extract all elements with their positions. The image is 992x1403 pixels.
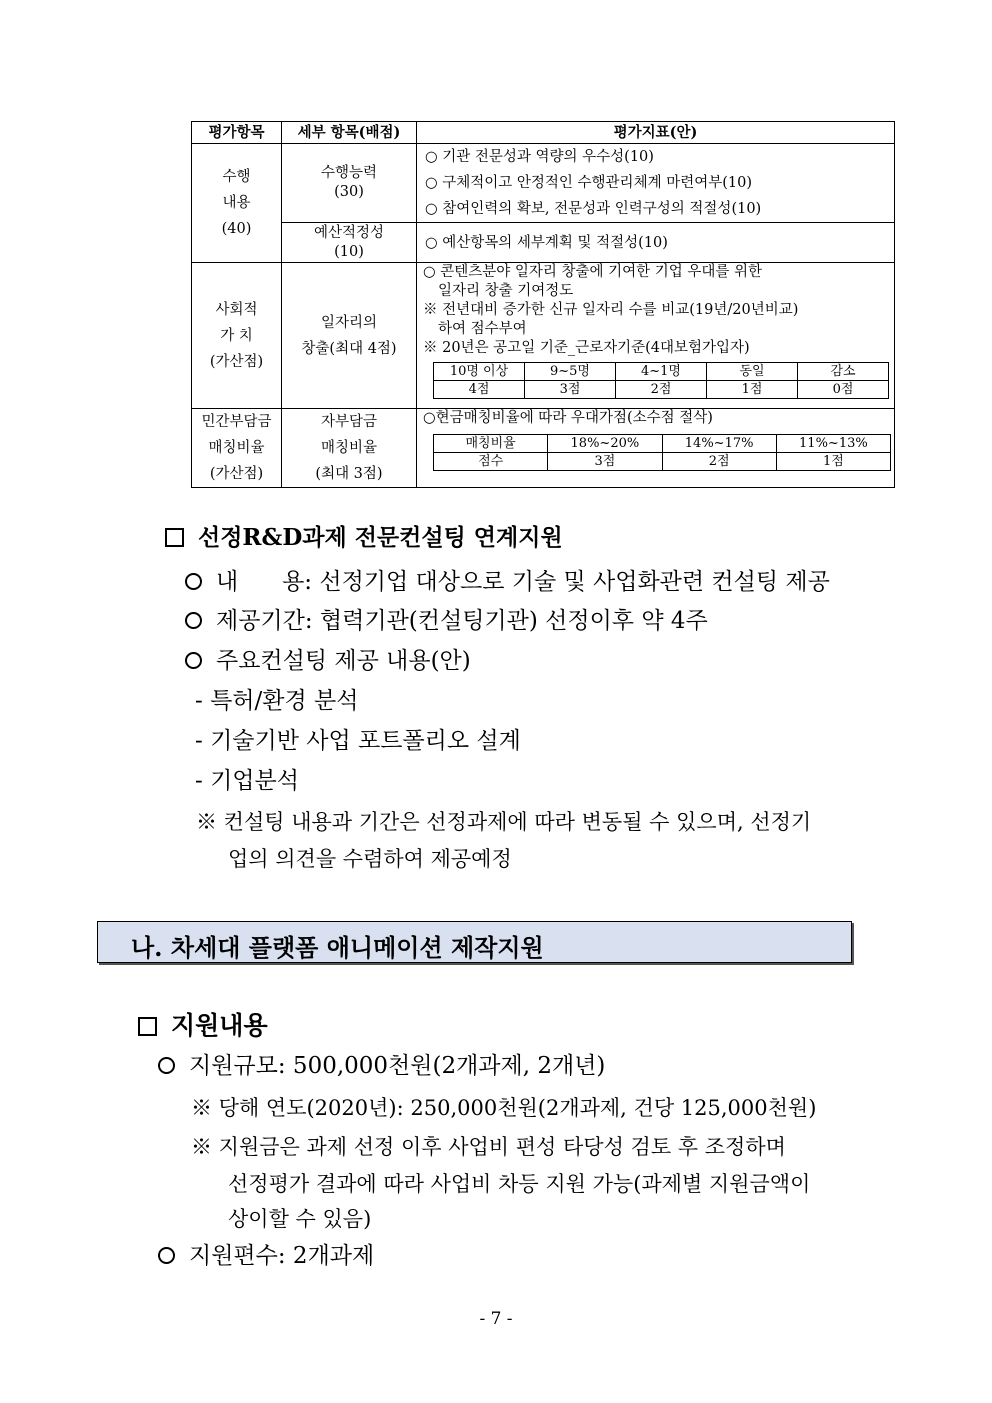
grid-cell: 4점: [434, 381, 525, 399]
sub-item-cell: 자부담금 매칭비율 (최대 3점): [282, 409, 417, 488]
header-cell: 평가항목: [192, 122, 282, 144]
table-row: [192, 409, 895, 488]
indicator-cell: ○ 콘텐츠분야 일자리 창출에 기여한 기업 우대를 위한 일자리 창출 기여정도 ※ 전년대비 증가한 신규 일자리 수를 비교(19년/20년비교) 하여 점수부여 ※ 20년은 공고일 기준_근로자기준(4대보험가입자) 10명 이상 9~5명 4~1명 동일 감소 4점 3점 2점 1점 0점: [417, 263, 895, 409]
grid-cell: 10명 이상: [434, 363, 525, 381]
evaluation-table: [191, 121, 895, 488]
consult-main: 주요컨설팅 제공 내용(안): [185, 647, 471, 675]
circle-bullet-icon: [158, 1057, 175, 1074]
grid-cell: 감소: [798, 363, 889, 381]
category-cell: 수행 내용 (40): [192, 144, 282, 263]
job-score-grid: [433, 362, 889, 399]
sub-item-cell: 예산적정성 (10): [282, 223, 417, 263]
matching-score-grid: [433, 434, 891, 471]
circle-bullet-icon: [185, 652, 202, 669]
circle-bullet-icon: [158, 1247, 175, 1264]
support-note: ※ 지원금은 과제 선정 이후 사업비 편성 타당성 검토 후 조정하며: [191, 1135, 786, 1159]
grid-cell: 1점: [707, 381, 798, 399]
table-header-row: [192, 122, 895, 144]
grid-cell: 0점: [798, 381, 889, 399]
circle-bullet-icon: [185, 612, 202, 629]
grid-cell: 매칭비율: [434, 435, 548, 453]
list-item: - 기업분석: [195, 768, 299, 794]
list-item: - 특허/환경 분석: [195, 688, 359, 714]
header-cell: 세부 항목(배점): [282, 122, 417, 144]
category-cell: 사회적 가 치 (가산점): [192, 263, 282, 409]
support-note: ※ 당해 연도(2020년): 250,000천원(2개과제, 건당 125,000천원): [191, 1096, 817, 1120]
checkbox-square-icon: [165, 528, 184, 547]
table-row: [192, 144, 895, 223]
consult-note: ※ 컨설팅 내용과 기간은 선정과제에 따라 변동될 수 있으며, 선정기: [196, 810, 812, 834]
support-scale: 지원규모: 500,000천원(2개과제, 2개년): [158, 1052, 605, 1080]
page-number: - 7 -: [479, 1309, 513, 1329]
section-title: 나. 차세대 플랫폼 애니메이션 제작지원: [131, 933, 544, 962]
grid-cell: 4~1명: [616, 363, 707, 381]
indicator-cell: ○ 기관 전문성과 역량의 우수성(10) ○ 구체적이고 안정적인 수행관리체계 마련여부(10) ○ 참여인력의 확보, 전문성과 인력구성의 적절성(10): [417, 144, 895, 223]
table-row: [192, 263, 895, 409]
sub-item-cell: 일자리의 창출(최대 4점): [282, 263, 417, 409]
consult-heading: 선정R&D과제 전문컨설팅 연계지원: [165, 524, 563, 552]
grid-cell: 18%~20%: [548, 435, 662, 453]
consult-period: 제공기간: 협력기관(컨설팅기관) 선정이후 약 4주: [185, 607, 708, 635]
consult-content: 내 용: 선정기업 대상으로 기술 및 사업화관련 컨설팅 제공: [185, 568, 830, 596]
grid-cell: 9~5명: [525, 363, 616, 381]
support-count: 지원편수: 2개과제: [158, 1242, 374, 1270]
header-cell: 평가지표(안): [417, 122, 895, 144]
grid-cell: 1점: [776, 453, 890, 471]
support-note: 상이할 수 있음): [228, 1207, 372, 1231]
consult-note: 업의 의견을 수렴하여 제공예정: [228, 847, 512, 871]
indicator-cell: ○현금매칭비율에 따라 우대가점(소수점 절삭) 매칭비율 18%~20% 14%~17% 11%~13% 점수 3점 2점 1점: [417, 409, 895, 488]
indicator-cell: ○ 예산항목의 세부계획 및 적절성(10): [417, 223, 895, 263]
grid-cell: 2점: [662, 453, 776, 471]
grid-cell: 3점: [548, 453, 662, 471]
circle-bullet-icon: [185, 573, 202, 590]
support-note: 선정평가 결과에 따라 사업비 차등 지원 가능(과제별 지원금액이: [228, 1172, 811, 1196]
grid-cell: 동일: [707, 363, 798, 381]
grid-cell: 11%~13%: [776, 435, 890, 453]
support-heading: 지원내용: [138, 1012, 268, 1040]
sub-item-cell: 수행능력 (30): [282, 144, 417, 223]
list-item: - 기술기반 사업 포트폴리오 설계: [195, 728, 521, 754]
checkbox-square-icon: [138, 1017, 157, 1036]
category-cell: 민간부담금 매칭비율 (가산점): [192, 409, 282, 488]
table-row: [192, 223, 895, 263]
grid-cell: 14%~17%: [662, 435, 776, 453]
section-title-bar: [97, 921, 852, 963]
grid-cell: 점수: [434, 453, 548, 471]
grid-cell: 3점: [525, 381, 616, 399]
grid-cell: 2점: [616, 381, 707, 399]
